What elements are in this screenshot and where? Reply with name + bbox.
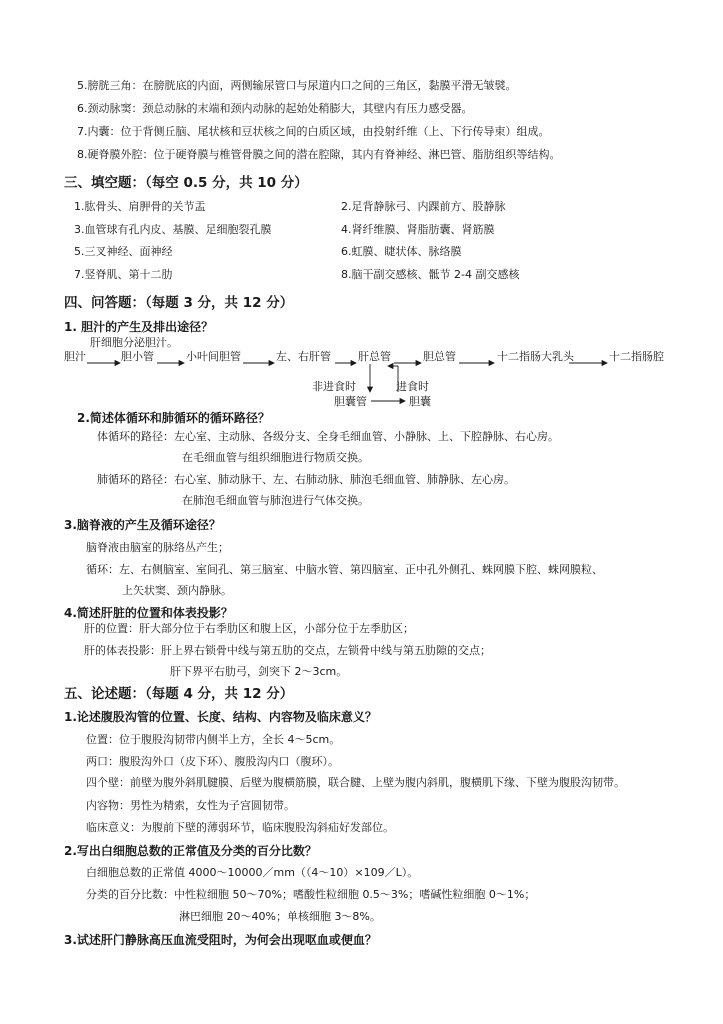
essay-q2-line-3: 淋巴细胞 20～40%；单核细胞 3～8%。: [179, 910, 381, 923]
qa-q2-line-4: 在肺泡毛细血管与肺泡进行气体交换。: [182, 494, 369, 507]
qa-q3-line-3: 上矢状窦、颈内静脉。: [122, 584, 232, 597]
fill-answer-2: 2.足背静脉弓、内踝前方、股静脉: [341, 200, 506, 213]
qa-q4-line-2: 肝的体表投影：肝上界右锁骨中线与第五肋的交点，左锁骨中线与第五肋隙的交点；: [84, 644, 491, 657]
essay-q1-line-4: 内容物：男性为精索，女性为子宫圆韧带。: [86, 799, 295, 812]
term-8: 8.硬脊膜外腔：位于硬脊膜与椎管骨膜之间的潜在腔隙，其内有脊神经、淋巴管、脂肪组织等结构。: [77, 148, 561, 161]
qa-q1-intro: 肝细胞分泌胆汁。: [90, 336, 178, 349]
flow-node-gallbladder: 胆囊: [409, 395, 431, 408]
flow-label-not-eating: 非进食时: [312, 380, 356, 393]
qa-q4-line-3: 肝下界平右肋弓，剑突下 2～3cm。: [170, 665, 348, 678]
flow-node-hepatic-ducts: 左、右肝管: [276, 350, 331, 363]
flow-label-eating: 进食时: [396, 380, 429, 393]
fill-answer-4: 4.肾纤维膜、肾脂肪囊、肾筋膜: [341, 223, 495, 236]
essay-q1-line-2: 两口：腹股沟外口（皮下环）、腹股沟内口（腹环）。: [86, 755, 339, 768]
essay-q2-line-1: 白细胞总数的正常值 4000～10000／mm（（4～10）×109／L）。: [86, 866, 419, 879]
qa-q1-title: 1. 胆汁的产生及排出途径？: [64, 320, 214, 334]
qa-q3-title: 3.脑脊液的产生及循环途径？: [64, 518, 221, 532]
essay-q1-line-3: 四个壁：前壁为腹外斜肌腱膜、后壁为腹横筋膜，联合腱、上壁为腹内斜肌，腹横肌下缘、下壁为腹股沟韧带。: [86, 776, 625, 789]
qa-q4-title: 4.简述肝脏的位置和体表投影？: [64, 606, 233, 620]
essay-q1-title: 1.论述腹股沟管的位置、长度、结构、内容物及临床意义？: [64, 710, 377, 724]
flow-arrows: [0, 0, 723, 420]
fill-answer-1: 1.肱骨头、肩胛骨的关节盂: [74, 200, 206, 213]
term-7: 7.内囊：位于背侧丘脑、尾状核和豆状核之间的白质区域，由投射纤维（上、下行传导束）组成。: [77, 125, 550, 138]
term-5: 5.膀胱三角：在膀胱底的内面，两侧输尿管口与尿道内口之间的三角区，黏膜平滑无皱襞。: [77, 79, 517, 92]
essay-q2-title: 2.写出白细胞总数的正常值及分类的百分比数？: [64, 844, 317, 858]
qa-q2-line-3: 肺循环的路径：右心室、肺动脉干、左、右肺动脉、肺泡毛细血管、肺静脉、左心房。: [97, 473, 515, 486]
essay-q3-title: 3.试述肝门静脉高压血流受阻时，为何会出现呕血或便血？: [64, 933, 377, 947]
qa-q2-title: 2.简述体循环和肺循环的循环路径？: [77, 411, 270, 425]
qa-q4-line-1: 肝的位置：肝大部分位于右季肋区和腹上区，小部分位于左季肋区；: [84, 622, 414, 635]
fill-answer-6: 6.虹膜、睫状体、脉络膜: [341, 245, 462, 258]
fill-answer-7: 7.竖脊肌、第十二肋: [74, 268, 173, 281]
flow-node-duodenum: 十二指肠腔: [609, 350, 664, 363]
essay-q1-line-1: 位置：位于腹股沟韧带内侧半上方，全长 4～5cm。: [86, 733, 341, 746]
qa-q2-line-2: 在毛细血管与组织细胞进行物质交换。: [182, 451, 369, 464]
fill-answer-8: 8.脑干副交感核、骶节 2-4 副交感核: [341, 268, 520, 281]
flow-node-bile: 胆汁: [64, 350, 86, 363]
term-6: 6.颈动脉窦：颈总动脉的末端和颈内动脉的起始处稍膨大，其壁内有压力感受器。: [77, 102, 473, 115]
flow-node-interlobular-duct: 小叶间胆管: [186, 350, 241, 363]
flow-node-cystic-duct: 胆囊管: [334, 395, 367, 408]
flow-node-common-hepatic-duct: 肝总管: [358, 350, 391, 363]
fill-answer-5: 5.三叉神经、面神经: [74, 245, 173, 258]
qa-q2-line-1: 体循环的路径：左心室、主动脉、各级分支、全身毛细血管、小静脉、上、下腔静脉、右心房。: [97, 430, 559, 443]
essay-heading: 五、论述题：（每题 4 分，共 12 分）: [64, 686, 294, 702]
essay-q1-line-5: 临床意义：为腹前下壁的薄弱环节，临床腹股沟斜疝好发部位。: [86, 821, 394, 834]
flow-node-common-bile-duct: 胆总管: [423, 350, 456, 363]
essay-q2-line-2: 分类的百分比数：中性粒细胞 50～70%；嗜酸性粒细胞 0.5～3%；嗜碱性粒细胞 0～1%；: [86, 888, 536, 901]
fill-blank-heading: 三、填空题：（每空 0.5 分，共 10 分）: [64, 175, 308, 191]
qa-q3-line-1: 脑脊液由脑室的脉络丛产生；: [86, 541, 229, 554]
fill-answer-3: 3.血管球有孔内皮、基膜、足细胞裂孔膜: [74, 223, 272, 236]
qa-heading: 四、问答题：（每题 3 分，共 12 分）: [64, 295, 294, 311]
flow-node-bile-canaliculus: 胆小管: [121, 350, 154, 363]
flow-node-duodenal-papilla: 十二指肠大乳头: [497, 350, 574, 363]
qa-q3-line-2: 循环：左、右侧脑室、室间孔、第三脑室、中脑水管、第四脑室、正中孔外侧孔、蛛网膜下腔、蛛网膜粒、: [86, 563, 603, 576]
